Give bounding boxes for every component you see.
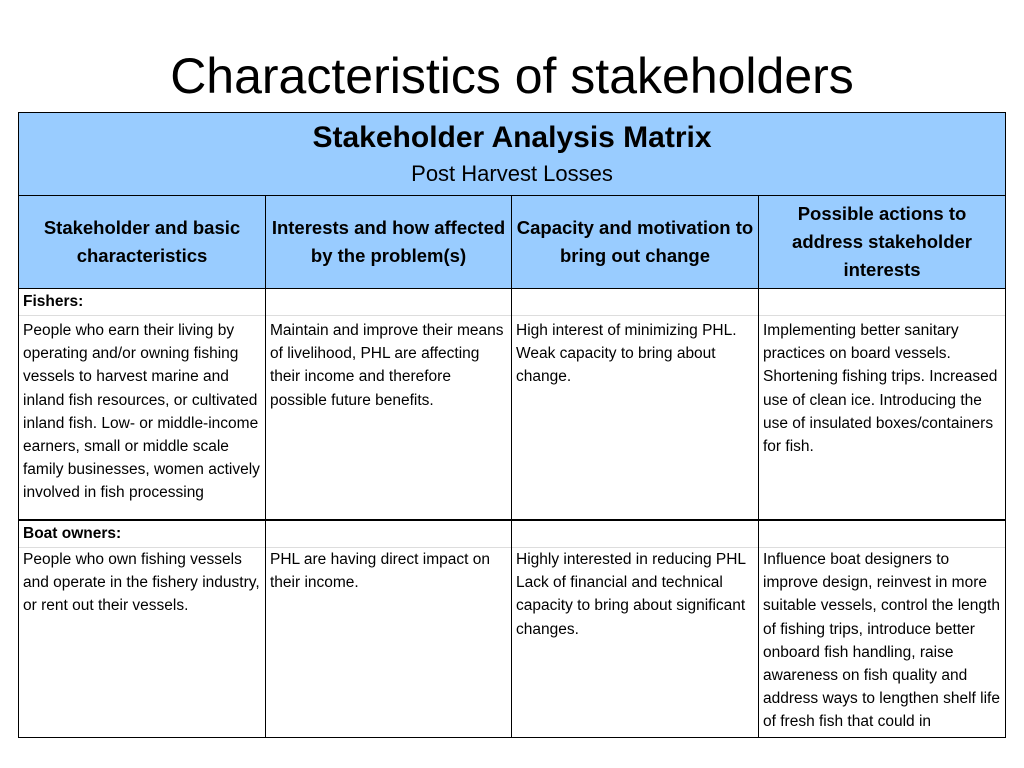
table-cell [759,289,1006,521]
table-cell [266,289,512,521]
group-label-fishers: Fishers: [19,289,265,316]
boat-owners-interests: PHL are having direct impact on their income. [270,551,490,592]
column-header-actions: Possible actions to address stakeholder interests [759,196,1006,289]
stakeholder-matrix [18,112,1005,768]
table-row-fishers [19,289,1006,521]
fishers-capacity: High interest of minimizing PHL. Weak capacity to bring about change. [516,322,737,386]
table-cell [512,520,759,738]
fishers-interests: Maintain and improve their means of livelihood, PHL are affecting their income and therefore possible future benefits. [270,322,504,409]
table-cell [759,520,1006,738]
matrix-table [18,112,1006,738]
table-cell [19,520,266,738]
table-cell [512,289,759,521]
slide-title: Characteristics of stakeholders [170,48,854,104]
table-row-boat-owners [19,520,1006,738]
matrix-header [19,113,1006,196]
table-cell [19,289,266,521]
group-label-boat-owners: Boat owners: [19,521,265,548]
fishers-actions: Implementing better sanitary practices on board vessels. Shortening fishing trips. Increased use of clean ice. Introducing the use of insulated boxes/containers for fish. [763,322,998,456]
boat-owners-capacity: Highly interested in reducing PHL Lack of financial and technical capacity to bring about significant changes. [516,551,746,638]
column-header-stakeholder: Stakeholder and basic characteristics [19,196,266,289]
boat-owners-actions: Influence boat designers to improve design, reinvest in more suitable vessels, control the length of fishing trips, introduce better onboard fish handling, raise awareness on fish quality and address ways to lengthen shelf life of fresh fish that could in [763,551,1000,731]
matrix-subtitle: Post Harvest Losses [411,161,613,186]
column-header-interests: Interests and how affected by the problem(s) [266,196,512,289]
column-header-capacity: Capacity and motivation to bring out change [512,196,759,289]
table-cell [266,520,512,738]
matrix-title: Stakeholder Analysis Matrix [312,121,712,154]
boat-owners-characteristics: People who own fishing vessels and operate in the fishery industry, or rent out their vessels. [23,551,260,615]
fishers-characteristics: People who earn their living by operating and/or owning fishing vessels to harvest marine and inland fish resources, or cultivated inland fish. Low- or middle-income earners, small or middle scale family businesses, women actively involved in fish processing [23,322,260,502]
column-header-row [19,196,1006,289]
